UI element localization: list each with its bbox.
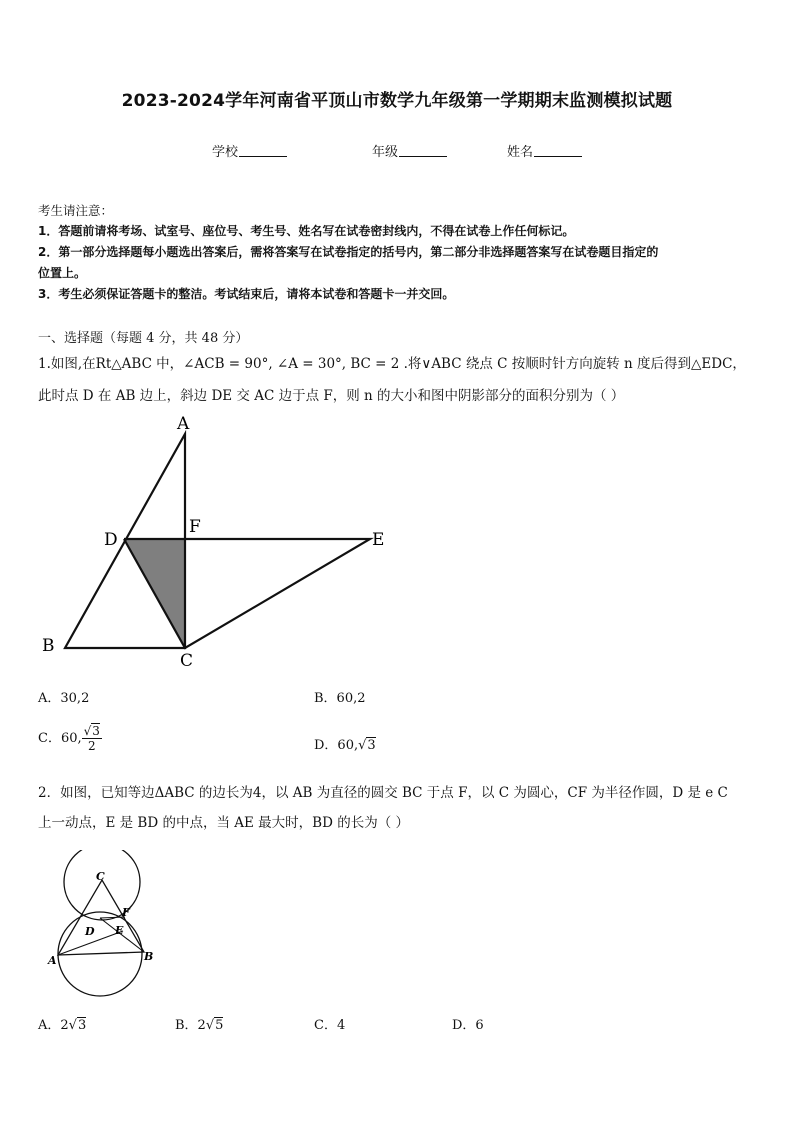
q1-option-c-denominator: 2 — [87, 739, 96, 753]
label-f: F — [122, 906, 130, 919]
q2-option-b-root: 5 — [215, 1018, 224, 1033]
label-e: E — [372, 530, 385, 550]
q1-option-d-root: 3 — [367, 738, 376, 753]
q2-option-a-root: 3 — [77, 1018, 87, 1033]
notice-heading: 考生请注意： — [38, 203, 114, 218]
q2-option-c: C．4 — [314, 1018, 346, 1033]
q1-stem-line1: 1.如图,在Rt△ABC 中，∠ACB = 90°, ∠A = 30°, BC = 2 .将∨ABC 绕点 C 按顺时针方向旋转 n 度后得到△EDC， — [38, 356, 746, 372]
notice-item-1: 1．答题前请将考场、试室号、座位号、考生号、姓名写在试卷密封线内，不得在试卷上作任何标记。 — [38, 224, 575, 238]
label-b: B — [144, 950, 154, 963]
q2-option-b: B．2√5 — [175, 1018, 224, 1033]
q1-figure — [30, 410, 400, 675]
label-a: A — [177, 414, 190, 434]
school-field — [212, 141, 287, 160]
grade-label: 年级 — [372, 145, 399, 160]
grade-blank — [399, 144, 447, 157]
q2-option-b-prefix: B．2 — [175, 1018, 206, 1033]
label-a: A — [48, 954, 57, 967]
q2-stem-line2: 上一动点，E 是 BD 的中点，当 AE 最大时，BD 的长为（ ） — [38, 815, 409, 831]
q1-option-a: A．30,2 — [38, 691, 90, 706]
label-f: F — [189, 517, 201, 537]
label-c: C — [96, 870, 105, 883]
q2-option-d: D．6 — [452, 1018, 484, 1033]
notice-item-2: 2．第一部分选择题每小题选出答案后，需将答案写在试卷指定的括号内，第二部分非选择题答案写在试卷题目指定的 — [38, 245, 659, 259]
q1-option-b: B．60,2 — [314, 691, 366, 706]
label-d: D — [85, 925, 95, 938]
notice-item-2-cont: 位置上。 — [38, 266, 87, 280]
q1-option-c-fraction: $\frac{√3}{2}$ — [83, 724, 100, 753]
q2-option-a: A．2√3 — [38, 1018, 87, 1033]
label-e: E — [115, 924, 124, 937]
grade-field — [372, 141, 447, 160]
q1-option-d-prefix: D．60, — [314, 738, 359, 753]
name-label: 姓名 — [507, 145, 534, 160]
q1-option-c-numerator: 3 — [92, 724, 100, 738]
q1-option-c-prefix: C．60, — [38, 731, 82, 746]
q2-figure — [40, 850, 170, 1000]
page-title: 2023-2024学年河南省平顶山市数学九年级第一学期期末监测模拟试题 — [121, 91, 673, 111]
label-c: C — [180, 651, 194, 671]
q1-option-d: D．60,√3 — [314, 738, 376, 753]
q1-stem-line2: 此时点 D 在 AB 边上，斜边 DE 交 AC 边于点 F，则 n 的大小和图中阴影部分的面积分别为（ ） — [38, 388, 625, 404]
q2-stem-line1: 2．如图，已知等边ΔABC 的边长为4，以 AB 为直径的圆交 BC 于点 F，以 C 为圆心，CF 为半径作圆，D 是 e C — [38, 785, 728, 801]
name-blank — [534, 144, 582, 157]
notice-item-3: 3．考生必须保证答题卡的整洁。考试结束后，请将本试卷和答题卡一并交回。 — [38, 287, 455, 301]
school-blank — [239, 144, 287, 157]
label-d: D — [104, 530, 118, 550]
label-b: B — [42, 636, 55, 656]
q1-option-c — [38, 724, 102, 753]
school-label: 学校 — [212, 145, 239, 160]
section-heading: 一、选择题（每题 4 分，共 48 分） — [38, 331, 249, 346]
name-field — [507, 141, 582, 160]
q2-option-a-prefix: A．2 — [38, 1018, 69, 1033]
